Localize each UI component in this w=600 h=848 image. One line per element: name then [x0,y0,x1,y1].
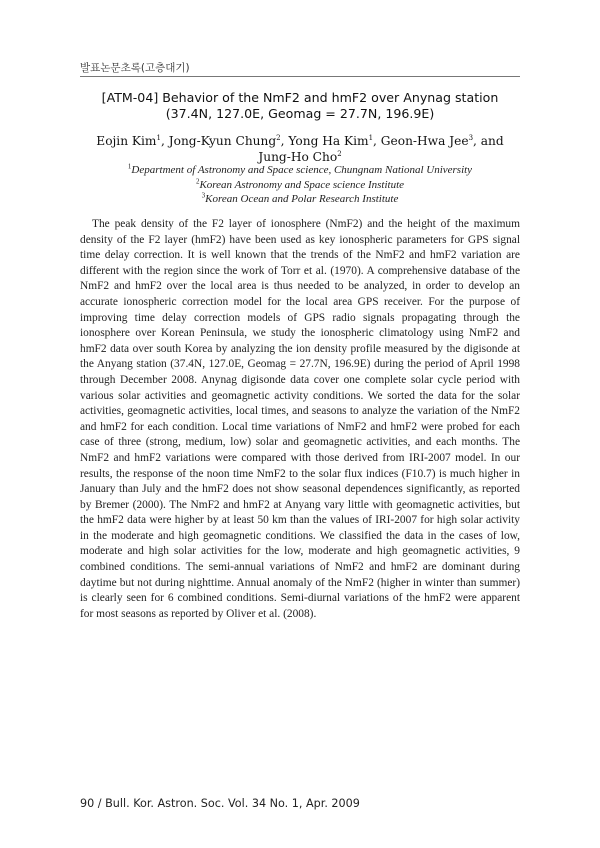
paper-title: [ATM-04] Behavior of the NmF2 and hmF2 over Anynag station (37.4N, 127.0E, Geomag = 27.7N, 196.9E) [101,90,499,121]
affiliation-line [80,192,520,207]
affiliation-text: Department of Astronomy and Space science, Chungnam National University [131,164,473,176]
author-affiliation-mark: 2 [276,133,281,142]
affiliation-list [80,163,520,207]
author-name: Eojin Kim [96,134,157,148]
affiliation-line [80,163,520,178]
author-affiliation-mark: 3 [468,133,474,142]
author-affiliation-mark: 2 [337,149,342,158]
page-footer-citation: 90 / Bull. Kor. Astron. Soc. Vol. 34 No. 1, Apr. 2009 [80,797,360,810]
author-name: Jung-Ho Cho [258,150,338,164]
affiliation-line [80,178,520,193]
affiliation-number: 2 [195,176,200,185]
author-name: Yong Ha Kim [288,134,369,148]
affiliation-number: 1 [127,162,132,171]
author-name: Jong-Kyun Chung [168,134,277,148]
author-list: Eojin Kim$^1$, Jong-Kyun Chung$^2$, Yong Ha Kim$^1$, Geon-Hwa Jee$^3$, and Jung-Ho Cho$^2$ [96,133,504,164]
header-divider [80,76,520,77]
abstract-body: The peak density of the F2 layer of ionosphere (NmF2) and the height of the maximum density of the F2 layer (hmF2) have been used as key ionospheric parameters for GPS signal time delay correction. It is well known that the trends of the NmF2 and hmF2 variation are different with the region since the work of Torr et al. (1970). A comprehensive database of the NmF2 and hmF2 over the local area is thus needed to be analyzed, in order to develop an accurate ionospheric correction model for the local area GPS receiver. For the purpose of improving time delay correction models of GPS radio signals propagating through the ionosphere over Korean Peninsula, we study the ionospheric climatology using NmF2 and hmF2 data over south Korea by analyzing the ion density profile measured by the digisonde at the Anyang station (37.4N, 127.0E, Geomag = 27.7N, 196.9E) during the period of April 1998 through December 2008. Anynag digisonde data cover one complete solar cycle period with various solar activities and geomagnetic activity conditions. We sorted the data for the solar activities, geomagnetic activities, local times, and seasons to analyze the variation of the NmF2 and hmF2 for each condition. Local time variations of NmF2 and hmF2 were probed for each case of three (strong, medium, low) solar and geomagnetic activities, and each months. The NmF2 and hmF2 variations were compared with those derived from IRI-2007 model. In our results, the response of the noon time NmF2 to the solar flux indices (F10.7) is much higher in January than July and the hmF2 does not show seasonal dependences significantly, as reported by Bremer (2000). The NmF2 and hmF2 at Anyang vary little with geomagnetic activities, but the hmF2 data were higher by at least 50 km than the values of IRI-2007 for high solar activity in the moderate and high geomagnetic conditions. We classified the data in the cases of low, moderate and high solar activities for the low, moderate and high geomagnetic activities, 9 combined conditions. The semi-annual variations of NmF2 and hmF2 are dominant during daytime but not during nighttime. Annual anomaly of the NmF2 (higher in winter than summer) is clearly seen for 6 combined conditions. Semi-diurnal variations of the hmF2 were apparent for most seasons as reported by Oliver et al. (2008). [80,218,520,620]
affiliation-text: Korean Astronomy and Space science Institute [199,178,405,191]
author-name: Geon-Hwa Jee [380,134,469,148]
author-affiliation-mark: 1 [368,133,374,142]
affiliation-text: Korean Ocean and Polar Research Institute [205,193,399,205]
section-header: 발표논문초록(고층대기) [80,62,190,74]
author-affiliation-mark: 1 [156,133,161,142]
affiliation-number: 3 [201,191,206,200]
